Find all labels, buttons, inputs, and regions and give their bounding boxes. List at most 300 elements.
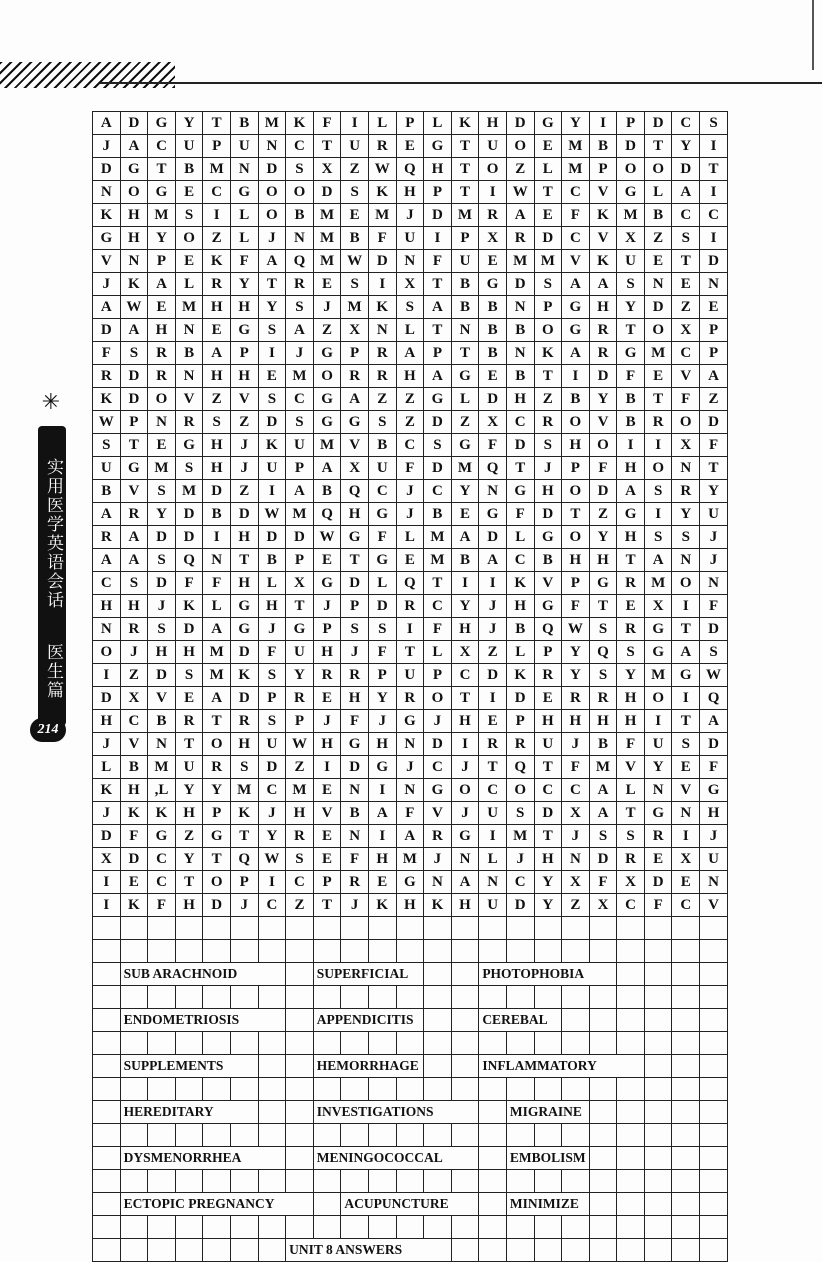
grid-row bbox=[93, 112, 728, 135]
grid-letter: Y bbox=[286, 664, 314, 687]
grid-letter: R bbox=[286, 687, 314, 710]
grid-letter: K bbox=[589, 250, 617, 273]
grid-letter: D bbox=[258, 526, 286, 549]
grid-letter: T bbox=[424, 572, 452, 595]
grid-letter: D bbox=[479, 388, 507, 411]
word-list-entry: INVESTIGATIONS bbox=[313, 1101, 479, 1124]
grid-letter: I bbox=[644, 503, 672, 526]
grid-cell bbox=[175, 1239, 203, 1262]
grid-letter: A bbox=[203, 687, 231, 710]
grid-letter: O bbox=[506, 135, 534, 158]
grid-letter: W bbox=[258, 503, 286, 526]
grid-cell bbox=[93, 1193, 121, 1216]
grid-cell bbox=[175, 986, 203, 1009]
grid-cell bbox=[396, 1216, 424, 1239]
grid-letter: X bbox=[672, 848, 700, 871]
grid-letter: M bbox=[175, 480, 203, 503]
grid-letter: A bbox=[424, 365, 452, 388]
grid-letter: Y bbox=[534, 871, 562, 894]
grid-letter: G bbox=[479, 273, 507, 296]
grid-letter: Y bbox=[451, 595, 479, 618]
grid-letter: G bbox=[644, 641, 672, 664]
word-list-entry: INFLAMMATORY bbox=[479, 1055, 645, 1078]
grid-letter: H bbox=[451, 710, 479, 733]
grid-letter: N bbox=[93, 181, 121, 204]
grid-letter: I bbox=[313, 756, 341, 779]
grid-letter: P bbox=[396, 112, 424, 135]
grid-letter: L bbox=[93, 756, 121, 779]
grid-letter: P bbox=[286, 549, 314, 572]
grid-letter: K bbox=[230, 664, 258, 687]
grid-letter: F bbox=[368, 227, 396, 250]
grid-letter: A bbox=[313, 457, 341, 480]
grid-cell bbox=[644, 1216, 672, 1239]
grid-letter: I bbox=[93, 664, 121, 687]
grid-letter: L bbox=[258, 572, 286, 595]
grid-letter: T bbox=[313, 894, 341, 917]
grid-letter: Q bbox=[589, 641, 617, 664]
grid-letter: K bbox=[120, 273, 148, 296]
grid-letter: D bbox=[424, 411, 452, 434]
grid-letter: S bbox=[700, 112, 728, 135]
grid-letter: M bbox=[506, 250, 534, 273]
grid-row bbox=[93, 342, 728, 365]
grid-letter: I bbox=[93, 894, 121, 917]
grid-letter: R bbox=[396, 687, 424, 710]
grid-cell bbox=[700, 940, 728, 963]
grid-row bbox=[93, 181, 728, 204]
grid-letter: N bbox=[175, 365, 203, 388]
grid-letter: Z bbox=[368, 388, 396, 411]
grid-letter: B bbox=[286, 204, 314, 227]
grid-letter: D bbox=[148, 526, 176, 549]
grid-cell bbox=[286, 1147, 314, 1170]
grid-letter: C bbox=[424, 756, 452, 779]
grid-cell bbox=[617, 1216, 645, 1239]
grid-letter: R bbox=[286, 825, 314, 848]
grid-row-empty bbox=[93, 1032, 728, 1055]
grid-letter: Q bbox=[341, 480, 369, 503]
grid-cell bbox=[700, 1170, 728, 1193]
grid-cell bbox=[672, 1239, 700, 1262]
grid-cell bbox=[120, 1170, 148, 1193]
grid-cell bbox=[148, 986, 176, 1009]
grid-letter: J bbox=[534, 457, 562, 480]
grid-cell bbox=[120, 1216, 148, 1239]
grid-letter: R bbox=[175, 710, 203, 733]
grid-row bbox=[93, 756, 728, 779]
grid-letter: Z bbox=[313, 319, 341, 342]
grid-cell bbox=[148, 1170, 176, 1193]
grid-letter: I bbox=[479, 181, 507, 204]
grid-cell bbox=[286, 963, 314, 986]
grid-letter: J bbox=[258, 802, 286, 825]
grid-letter: S bbox=[368, 618, 396, 641]
grid-cell bbox=[368, 1032, 396, 1055]
grid-row-empty bbox=[93, 986, 728, 1009]
grid-letter: D bbox=[120, 365, 148, 388]
grid-letter: J bbox=[479, 595, 507, 618]
grid-cell bbox=[534, 1078, 562, 1101]
grid-row bbox=[93, 135, 728, 158]
grid-letter: H bbox=[479, 112, 507, 135]
grid-letter: D bbox=[175, 618, 203, 641]
grid-cell bbox=[534, 940, 562, 963]
grid-letter: W bbox=[700, 664, 728, 687]
grid-row bbox=[93, 388, 728, 411]
grid-letter: J bbox=[286, 342, 314, 365]
grid-letter: G bbox=[424, 388, 452, 411]
grid-cell bbox=[230, 1032, 258, 1055]
grid-cell bbox=[617, 1078, 645, 1101]
grid-letter: L bbox=[424, 641, 452, 664]
grid-letter: I bbox=[368, 273, 396, 296]
grid-letter: H bbox=[506, 595, 534, 618]
grid-letter: C bbox=[562, 227, 590, 250]
grid-letter: I bbox=[700, 181, 728, 204]
grid-letter: A bbox=[148, 273, 176, 296]
grid-letter: S bbox=[644, 526, 672, 549]
grid-letter: G bbox=[451, 434, 479, 457]
grid-letter: T bbox=[175, 733, 203, 756]
grid-letter: F bbox=[562, 595, 590, 618]
grid-cell bbox=[562, 1078, 590, 1101]
grid-letter: I bbox=[451, 733, 479, 756]
grid-letter: M bbox=[644, 572, 672, 595]
grid-cell bbox=[700, 963, 728, 986]
grid-letter: Q bbox=[230, 848, 258, 871]
grid-cell bbox=[506, 1239, 534, 1262]
grid-letter: P bbox=[313, 871, 341, 894]
grid-cell bbox=[424, 1055, 452, 1078]
grid-letter: V bbox=[120, 733, 148, 756]
grid-letter: S bbox=[534, 434, 562, 457]
grid-letter: D bbox=[479, 664, 507, 687]
grid-letter: J bbox=[93, 733, 121, 756]
grid-cell bbox=[286, 1170, 314, 1193]
grid-letter: T bbox=[700, 457, 728, 480]
grid-row-empty bbox=[93, 1078, 728, 1101]
grid-letter: D bbox=[368, 595, 396, 618]
grid-cell bbox=[534, 1170, 562, 1193]
word-list-entry: MINIMIZE bbox=[506, 1193, 589, 1216]
grid-letter: C bbox=[148, 871, 176, 894]
grid-row bbox=[93, 480, 728, 503]
grid-letter: F bbox=[148, 894, 176, 917]
grid-cell bbox=[396, 986, 424, 1009]
grid-letter: C bbox=[258, 894, 286, 917]
grid-letter: C bbox=[120, 710, 148, 733]
grid-letter: K bbox=[93, 204, 121, 227]
grid-letter: D bbox=[479, 526, 507, 549]
grid-letter: H bbox=[230, 733, 258, 756]
grid-letter: A bbox=[672, 181, 700, 204]
grid-letter: R bbox=[341, 871, 369, 894]
grid-letter: I bbox=[479, 687, 507, 710]
grid-letter: A bbox=[451, 871, 479, 894]
grid-letter: G bbox=[396, 710, 424, 733]
grid-letter: H bbox=[451, 618, 479, 641]
grid-letter: R bbox=[368, 135, 396, 158]
grid-letter: M bbox=[589, 756, 617, 779]
grid-letter: V bbox=[589, 227, 617, 250]
grid-letter: D bbox=[506, 687, 534, 710]
grid-letter: E bbox=[534, 135, 562, 158]
grid-letter: W bbox=[120, 296, 148, 319]
grid-letter: B bbox=[534, 549, 562, 572]
grid-cell bbox=[286, 1216, 314, 1239]
grid-cell bbox=[341, 1078, 369, 1101]
grid-letter: T bbox=[672, 710, 700, 733]
grid-letter: S bbox=[286, 296, 314, 319]
grid-letter: V bbox=[424, 802, 452, 825]
grid-letter: T bbox=[424, 273, 452, 296]
grid-letter: K bbox=[93, 779, 121, 802]
grid-letter: D bbox=[230, 503, 258, 526]
grid-letter: D bbox=[589, 480, 617, 503]
grid-letter: H bbox=[341, 687, 369, 710]
grid-row bbox=[93, 825, 728, 848]
grid-letter: R bbox=[589, 319, 617, 342]
grid-row bbox=[93, 710, 728, 733]
grid-letter: C bbox=[672, 112, 700, 135]
grid-letter: H bbox=[534, 710, 562, 733]
grid-letter: A bbox=[479, 549, 507, 572]
grid-cell bbox=[93, 1147, 121, 1170]
grid-letter: E bbox=[396, 549, 424, 572]
grid-letter: V bbox=[672, 779, 700, 802]
grid-cell bbox=[479, 986, 507, 1009]
grid-cell bbox=[617, 986, 645, 1009]
grid-letter: C bbox=[286, 871, 314, 894]
word-list-entry: MIGRAINE bbox=[506, 1101, 589, 1124]
grid-letter: T bbox=[451, 687, 479, 710]
grid-letter: A bbox=[203, 618, 231, 641]
word-list-entry: EMBOLISM bbox=[506, 1147, 589, 1170]
grid-letter: R bbox=[203, 756, 231, 779]
grid-letter: P bbox=[203, 802, 231, 825]
grid-letter: U bbox=[341, 135, 369, 158]
grid-letter: N bbox=[700, 572, 728, 595]
grid-cell bbox=[230, 986, 258, 1009]
grid-letter: E bbox=[148, 296, 176, 319]
grid-letter: K bbox=[368, 296, 396, 319]
grid-letter: C bbox=[451, 664, 479, 687]
grid-letter: N bbox=[396, 779, 424, 802]
grid-letter: H bbox=[562, 710, 590, 733]
grid-letter: R bbox=[479, 204, 507, 227]
grid-letter: D bbox=[534, 227, 562, 250]
grid-letter: I bbox=[700, 135, 728, 158]
grid-letter: H bbox=[589, 549, 617, 572]
grid-letter: F bbox=[672, 388, 700, 411]
grid-letter: S bbox=[341, 618, 369, 641]
grid-cell bbox=[479, 1032, 507, 1055]
grid-letter: Z bbox=[286, 756, 314, 779]
grid-cell bbox=[396, 917, 424, 940]
grid-letter: D bbox=[424, 204, 452, 227]
grid-cell bbox=[286, 1078, 314, 1101]
grid-letter: E bbox=[341, 204, 369, 227]
grid-letter: F bbox=[617, 733, 645, 756]
grid-cell bbox=[589, 1124, 617, 1147]
grid-letter: G bbox=[148, 112, 176, 135]
grid-letter: I bbox=[672, 687, 700, 710]
grid-letter: R bbox=[589, 687, 617, 710]
grid-cell bbox=[672, 1147, 700, 1170]
grid-letter: H bbox=[589, 296, 617, 319]
grid-row-empty bbox=[93, 1124, 728, 1147]
grid-letter: G bbox=[368, 549, 396, 572]
grid-cell bbox=[506, 1032, 534, 1055]
grid-cell bbox=[341, 917, 369, 940]
grid-letter: C bbox=[479, 779, 507, 802]
grid-letter: R bbox=[341, 365, 369, 388]
grid-cell bbox=[424, 940, 452, 963]
grid-letter: K bbox=[368, 894, 396, 917]
grid-letter: T bbox=[286, 595, 314, 618]
grid-letter: G bbox=[313, 388, 341, 411]
grid-cell bbox=[258, 1239, 286, 1262]
grid-letter: B bbox=[148, 710, 176, 733]
grid-letter: O bbox=[258, 204, 286, 227]
grid-letter: J bbox=[396, 204, 424, 227]
grid-letter: G bbox=[230, 618, 258, 641]
grid-letter: P bbox=[562, 572, 590, 595]
grid-letter: G bbox=[562, 296, 590, 319]
grid-letter: Y bbox=[148, 227, 176, 250]
grid-letter: R bbox=[313, 664, 341, 687]
grid-letter: I bbox=[700, 227, 728, 250]
grid-letter: W bbox=[93, 411, 121, 434]
grid-letter: F bbox=[396, 802, 424, 825]
grid-letter: A bbox=[120, 135, 148, 158]
grid-letter: D bbox=[644, 871, 672, 894]
grid-letter: H bbox=[617, 457, 645, 480]
grid-cell bbox=[175, 1032, 203, 1055]
grid-cell bbox=[258, 1078, 286, 1101]
grid-letter: D bbox=[672, 158, 700, 181]
grid-letter: M bbox=[562, 158, 590, 181]
grid-letter: X bbox=[120, 687, 148, 710]
grid-letter: H bbox=[203, 434, 231, 457]
grid-cell bbox=[451, 1009, 479, 1032]
grid-cell bbox=[341, 1032, 369, 1055]
grid-cell bbox=[644, 940, 672, 963]
grid-letter: L bbox=[230, 204, 258, 227]
grid-letter: F bbox=[313, 112, 341, 135]
grid-letter: N bbox=[203, 549, 231, 572]
grid-letter: T bbox=[672, 618, 700, 641]
grid-letter: G bbox=[368, 756, 396, 779]
grid-letter: J bbox=[451, 802, 479, 825]
grid-letter: G bbox=[700, 779, 728, 802]
grid-letter: C bbox=[562, 181, 590, 204]
grid-letter: R bbox=[120, 618, 148, 641]
grid-letter: F bbox=[562, 756, 590, 779]
grid-letter: L bbox=[203, 595, 231, 618]
grid-letter: D bbox=[175, 526, 203, 549]
grid-letter: H bbox=[506, 388, 534, 411]
grid-cell bbox=[672, 1170, 700, 1193]
grid-letter: I bbox=[203, 526, 231, 549]
grid-row bbox=[93, 158, 728, 181]
grid-letter: B bbox=[93, 480, 121, 503]
grid-letter: O bbox=[120, 181, 148, 204]
grid-letter: Y bbox=[203, 779, 231, 802]
grid-letter: E bbox=[313, 273, 341, 296]
grid-letter: H bbox=[120, 595, 148, 618]
grid-letter: U bbox=[396, 664, 424, 687]
grid-cell bbox=[644, 1009, 672, 1032]
grid-letter: M bbox=[424, 526, 452, 549]
grid-cell bbox=[286, 1101, 314, 1124]
grid-letter: T bbox=[644, 388, 672, 411]
grid-cell bbox=[396, 1124, 424, 1147]
grid-letter: D bbox=[258, 756, 286, 779]
word-list-row bbox=[93, 1055, 728, 1078]
grid-letter: H bbox=[617, 710, 645, 733]
grid-letter: O bbox=[644, 158, 672, 181]
grid-cell bbox=[562, 1216, 590, 1239]
grid-letter: M bbox=[617, 204, 645, 227]
grid-letter: P bbox=[700, 342, 728, 365]
grid-cell bbox=[479, 1193, 507, 1216]
grid-letter: M bbox=[313, 204, 341, 227]
grid-letter: H bbox=[203, 296, 231, 319]
grid-cell bbox=[93, 940, 121, 963]
grid-cell bbox=[424, 1216, 452, 1239]
grid-letter: G bbox=[341, 733, 369, 756]
grid-letter: H bbox=[617, 526, 645, 549]
grid-letter: P bbox=[700, 319, 728, 342]
grid-cell bbox=[700, 1239, 728, 1262]
grid-letter: F bbox=[396, 457, 424, 480]
grid-letter: P bbox=[148, 250, 176, 273]
grid-letter: T bbox=[424, 319, 452, 342]
grid-cell bbox=[313, 1124, 341, 1147]
grid-cell bbox=[230, 1078, 258, 1101]
grid-letter: Z bbox=[341, 158, 369, 181]
grid-letter: M bbox=[258, 112, 286, 135]
grid-cell bbox=[617, 1170, 645, 1193]
grid-letter: I bbox=[672, 825, 700, 848]
grid-letter: T bbox=[341, 549, 369, 572]
grid-row bbox=[93, 503, 728, 526]
grid-letter: G bbox=[424, 135, 452, 158]
grid-letter: B bbox=[506, 618, 534, 641]
grid-letter: T bbox=[672, 250, 700, 273]
grid-letter: X bbox=[451, 641, 479, 664]
grid-letter: I bbox=[258, 480, 286, 503]
grid-letter: P bbox=[341, 595, 369, 618]
grid-letter: C bbox=[424, 480, 452, 503]
grid-letter: X bbox=[93, 848, 121, 871]
grid-letter: F bbox=[424, 250, 452, 273]
grid-letter: F bbox=[258, 641, 286, 664]
grid-letter: E bbox=[672, 273, 700, 296]
grid-letter: J bbox=[230, 457, 258, 480]
grid-cell bbox=[534, 986, 562, 1009]
grid-letter: D bbox=[700, 411, 728, 434]
grid-letter: M bbox=[230, 779, 258, 802]
grid-letter: G bbox=[313, 572, 341, 595]
grid-letter: R bbox=[368, 342, 396, 365]
grid-letter: K bbox=[286, 112, 314, 135]
grid-letter: T bbox=[617, 549, 645, 572]
grid-letter: S bbox=[120, 342, 148, 365]
grid-letter: B bbox=[451, 296, 479, 319]
